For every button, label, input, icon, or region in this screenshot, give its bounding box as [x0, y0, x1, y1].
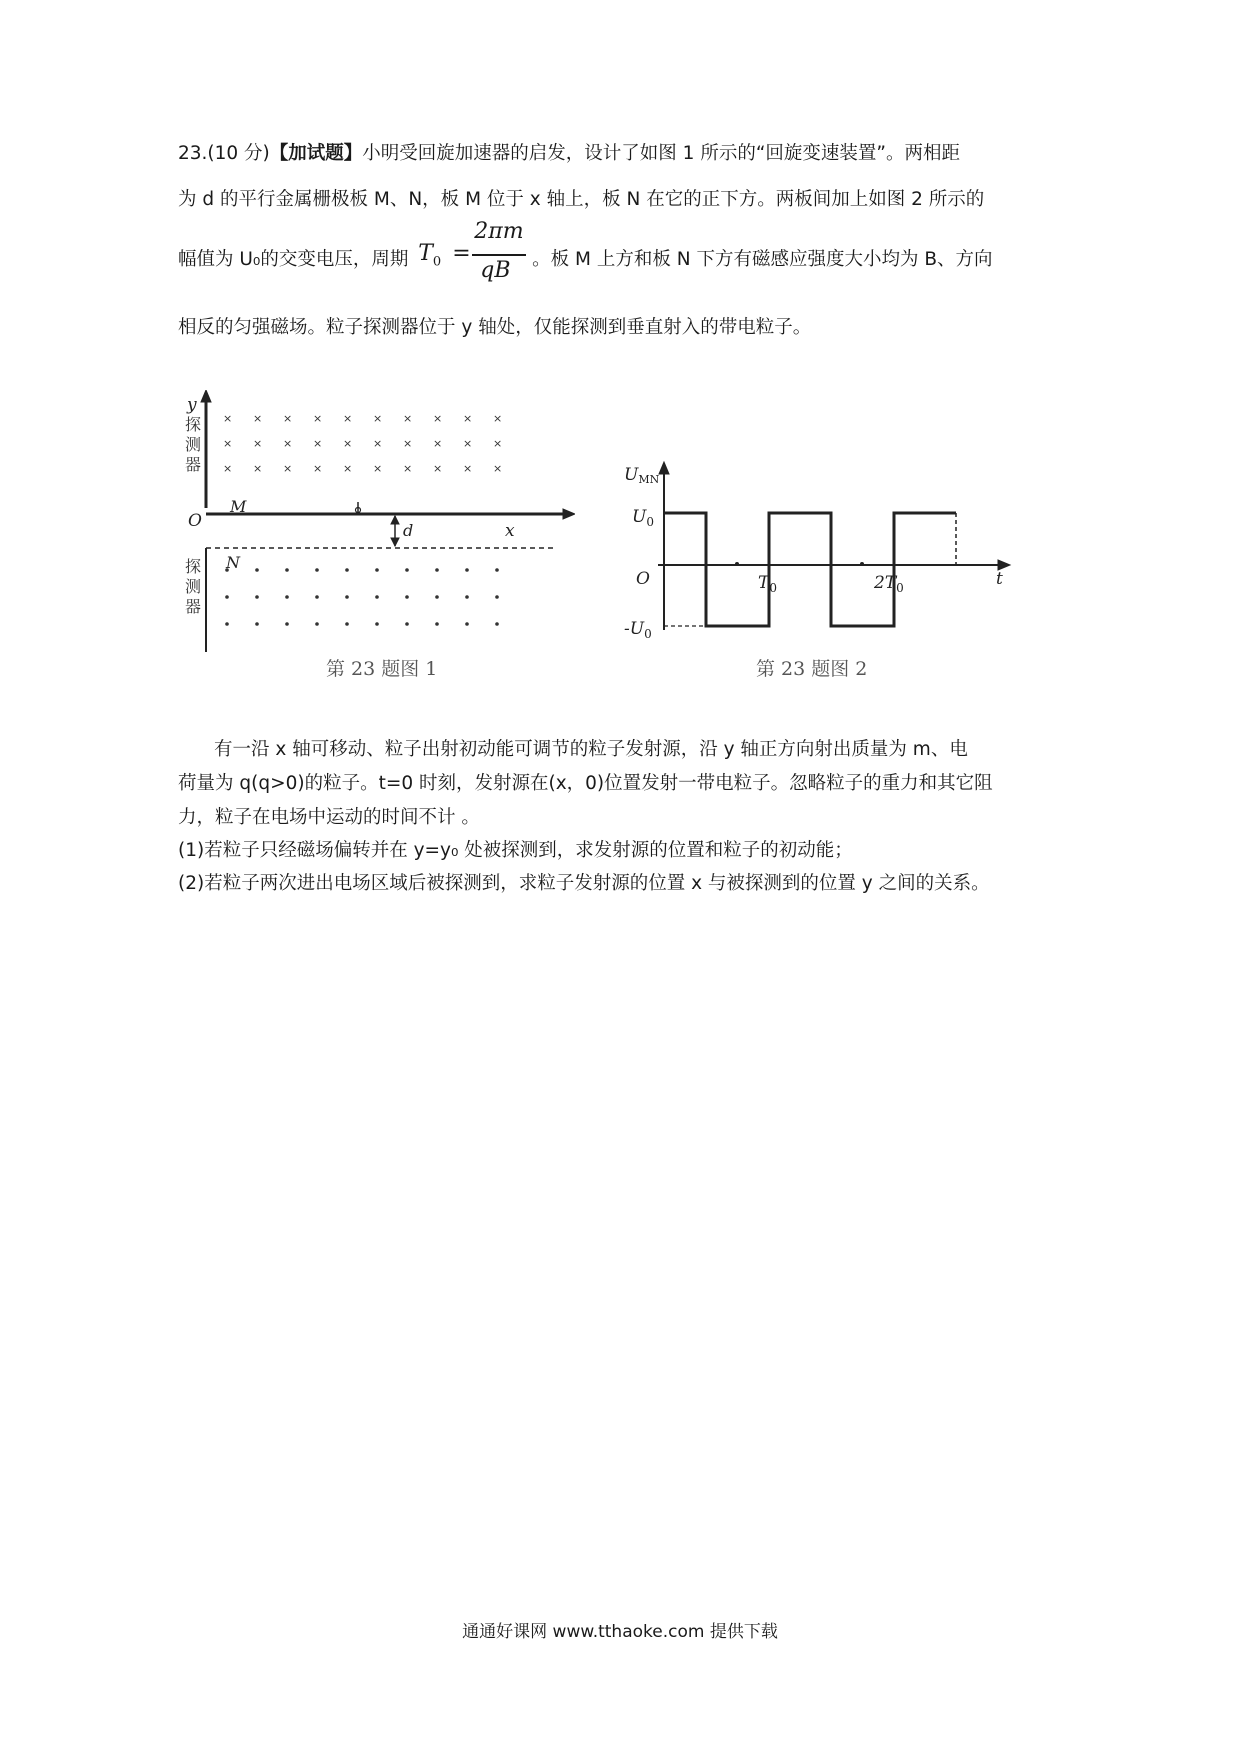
figure-1	[185, 390, 575, 690]
label-u-mn: UMN	[624, 465, 660, 486]
field-into-page	[223, 412, 502, 475]
field-dot-mark	[375, 568, 379, 572]
figure-1-caption: 第 23 题图 1	[326, 658, 438, 680]
detector-top-3: 器	[185, 455, 202, 474]
field-dot-mark	[465, 595, 469, 599]
field-dot-mark	[465, 622, 469, 626]
field-cross-mark: ×	[433, 437, 443, 450]
body-line-1: 有一沿 x 轴可移动、粒子出射初动能可调节的粒子发射源，沿 y 轴正方向射出质量为 m、电	[214, 739, 968, 760]
question-2: (2)若粒子两次进出电场区域后被探测到，求粒子发射源的位置 x 与被探测到的位置 y 之间的关系。	[178, 873, 990, 894]
field-dot-mark	[465, 568, 469, 572]
label-x: x	[505, 521, 515, 541]
field-dot-mark	[255, 568, 259, 572]
field-cross-mark: ×	[463, 462, 473, 475]
field-dot-mark	[495, 568, 499, 572]
formula-eq: =	[452, 241, 471, 266]
field-dot-mark	[435, 568, 439, 572]
label-u0: $U_0$	[632, 507, 654, 529]
field-cross-mark: ×	[403, 437, 413, 450]
field-dot-mark	[435, 622, 439, 626]
field-dot-mark	[225, 622, 229, 626]
formula-numerator: 2πm	[474, 219, 524, 244]
period-formula	[414, 219, 526, 283]
detector-bottom-2: 测	[185, 577, 202, 596]
field-dot-mark	[315, 595, 319, 599]
field-cross-mark: ×	[223, 437, 233, 450]
label-gap-d: d	[403, 521, 414, 540]
field-cross-mark: ×	[493, 437, 503, 450]
problem-line-3-pre: 幅值为 U₀的交变电压，周期	[178, 249, 409, 270]
problem-number: 23.(10 分)	[178, 143, 270, 164]
fraction-bar	[472, 254, 526, 256]
field-dot-mark	[495, 595, 499, 599]
field-cross-mark: ×	[493, 462, 503, 475]
figure-2-caption: 第 23 题图 2	[756, 658, 868, 680]
problem-line-3-post: 。板 M 上方和板 N 下方有磁感应强度大小均为 B、方向	[532, 249, 993, 270]
field-cross-mark: ×	[433, 462, 443, 475]
field-dot-mark	[375, 595, 379, 599]
field-cross-mark: ×	[343, 412, 353, 425]
field-dot-mark	[315, 568, 319, 572]
field-cross-mark: ×	[253, 462, 263, 475]
label-t: t	[996, 569, 1003, 589]
problem-line-3	[178, 219, 993, 283]
field-dot-mark	[345, 568, 349, 572]
problem-line-4: 相反的匀强磁场。粒子探测器位于 y 轴处，仅能探测到垂直射入的带电粒子。	[178, 317, 812, 338]
field-dot-mark	[255, 595, 259, 599]
field-dot-mark	[225, 595, 229, 599]
figure-2	[618, 460, 1018, 660]
label-2t0: $2T_0$	[874, 573, 904, 595]
square-wave	[664, 513, 956, 626]
label-plate-n: N	[226, 553, 240, 572]
field-cross-mark: ×	[433, 412, 443, 425]
field-cross-mark: ×	[493, 412, 503, 425]
detector-top-2: 测	[185, 435, 202, 454]
field-cross-mark: ×	[223, 412, 233, 425]
field-cross-mark: ×	[223, 462, 233, 475]
field-cross-mark: ×	[373, 462, 383, 475]
problem-line-2: 为 d 的平行金属栅极板 M、N，板 M 位于 x 轴上，板 N 在它的正下方。两板间加上如图 2 所示的	[178, 189, 985, 210]
x-axis-arrow	[563, 509, 575, 519]
field-cross-mark: ×	[253, 437, 263, 450]
detector-bottom-1: 探	[185, 557, 202, 576]
field-dot-mark	[435, 595, 439, 599]
field-cross-mark: ×	[403, 462, 413, 475]
field-dot-mark	[375, 622, 379, 626]
field-cross-mark: ×	[313, 462, 323, 475]
field-cross-mark: ×	[463, 412, 473, 425]
problem-line-1-text: 小明受回旋加速器的启发，设计了如图 1 所示的“回旋变速装置”。两相距	[362, 143, 960, 164]
field-cross-mark: ×	[373, 437, 383, 450]
formula-denominator: qB	[480, 258, 511, 283]
field-cross-mark: ×	[313, 437, 323, 450]
field-cross-mark: ×	[283, 412, 293, 425]
problem-tag: 【加试题】	[269, 143, 363, 164]
field-cross-mark: ×	[343, 437, 353, 450]
field-dot-mark	[345, 595, 349, 599]
body-line-2: 荷量为 q(q>0)的粒子。t=0 时刻，发射源在(x，0)位置发射一带电粒子。忽略粒子的重力和其它阻	[178, 773, 993, 794]
field-cross-mark: ×	[343, 462, 353, 475]
detector-top-1: 探	[185, 415, 202, 434]
figure-1-graphics	[201, 390, 575, 652]
footer: 通通好课网 www.tthaoke.com 提供下载	[462, 1622, 778, 1642]
label-y: y	[187, 395, 197, 415]
field-dot-mark	[345, 622, 349, 626]
field-dot-mark	[315, 622, 319, 626]
label-plate-m: M	[230, 497, 247, 516]
field-dot-mark	[285, 622, 289, 626]
field-cross-mark: ×	[373, 412, 383, 425]
field-dot-mark	[405, 595, 409, 599]
detector-bottom-3: 器	[185, 597, 202, 616]
body-line-3: 力，粒子在电场中运动的时间不计 。	[178, 807, 480, 828]
u-axis-arrow	[659, 462, 669, 474]
field-cross-mark: ×	[283, 437, 293, 450]
formula-lhs: $T_0$	[418, 241, 442, 270]
field-dot-mark	[405, 568, 409, 572]
label-t0: $T_0$	[758, 573, 777, 595]
question-1: (1)若粒子只经磁场偏转并在 y=y₀ 处被探测到，求发射源的位置和粒子的初动能；	[178, 840, 853, 861]
field-cross-mark: ×	[253, 412, 263, 425]
label-origin: O	[188, 511, 202, 531]
field-cross-mark: ×	[313, 412, 323, 425]
field-dot-mark	[405, 622, 409, 626]
label-neg-u0: $-U_0$	[624, 619, 652, 641]
field-dot-mark	[255, 622, 259, 626]
y-axis-arrow	[201, 390, 211, 402]
label-origin-2: O	[636, 569, 650, 589]
field-out-of-page	[225, 568, 499, 626]
field-cross-mark: ×	[283, 462, 293, 475]
field-dot-mark	[285, 595, 289, 599]
field-dot-mark	[495, 622, 499, 626]
field-cross-mark: ×	[403, 412, 413, 425]
problem-line-1	[178, 139, 960, 165]
field-dot-mark	[285, 568, 289, 572]
field-cross-mark: ×	[463, 437, 473, 450]
